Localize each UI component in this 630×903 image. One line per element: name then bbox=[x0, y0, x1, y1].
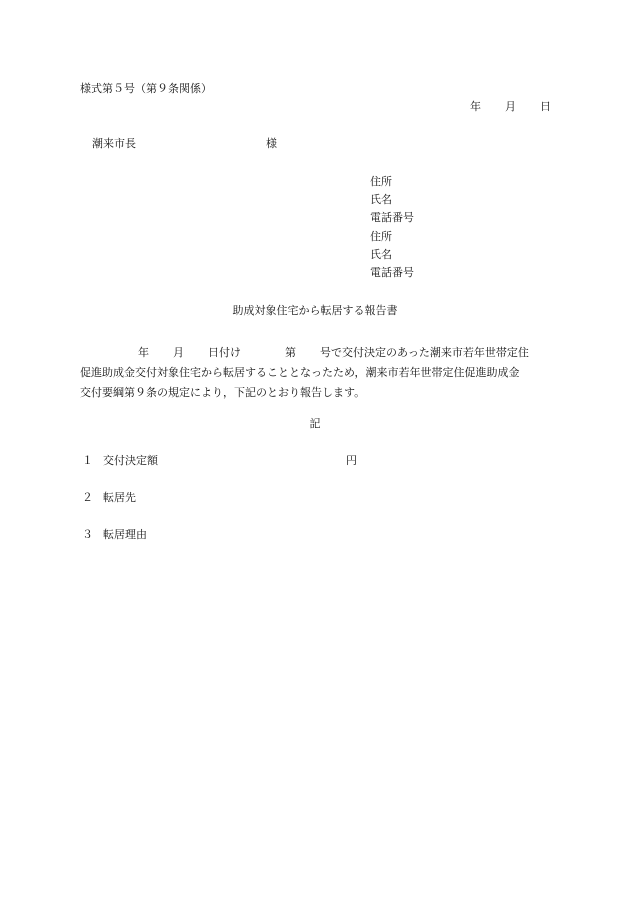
body-line-3: 交付要綱第９条の規定により，下記のとおり報告します。 bbox=[80, 386, 366, 399]
applicant-name-label: 氏名 bbox=[370, 193, 392, 206]
item-1-unit: 円 bbox=[346, 454, 357, 467]
addressee-honorific: 様 bbox=[266, 137, 277, 150]
body-line-1 bbox=[80, 343, 580, 363]
applicant-phone-label-2: 電話番号 bbox=[370, 266, 414, 279]
addressee-name: 潮来市長 bbox=[92, 137, 136, 150]
date-line bbox=[470, 101, 551, 112]
ki-heading: 記 bbox=[309, 417, 321, 430]
item-2-label: 転居先 bbox=[103, 491, 136, 504]
form-number: 様式第５号（第９条関係） bbox=[80, 82, 212, 95]
report-body bbox=[80, 343, 580, 403]
item-1 bbox=[82, 455, 158, 466]
applicant-address-label: 住所 bbox=[370, 175, 392, 188]
date-day: 日 bbox=[540, 100, 551, 113]
document-title: 助成対象住宅から転居する報告書 bbox=[232, 304, 398, 317]
applicant-address-label-2: 住所 bbox=[370, 230, 392, 243]
date-month: 月 bbox=[505, 100, 516, 113]
body-dai: 第 bbox=[285, 346, 296, 359]
body-month: 月 bbox=[173, 346, 184, 359]
body-day: 日付け bbox=[208, 346, 241, 359]
body-line-2: 促進助成金交付対象住宅から転居することとなったため，潮来市若年世帯定住促進助成金 bbox=[80, 366, 520, 379]
body-line-1-rest: 号で交付決定のあった潮来市若年世帯定住 bbox=[320, 346, 529, 359]
item-1-label: 交付決定額 bbox=[103, 454, 158, 467]
item-2-number: ２ bbox=[82, 491, 93, 504]
item-3-number: ３ bbox=[82, 528, 93, 541]
item-3 bbox=[82, 529, 147, 540]
applicant-name-label-2: 氏名 bbox=[370, 248, 392, 261]
date-year: 年 bbox=[470, 100, 481, 113]
item-2 bbox=[82, 492, 136, 503]
item-1-number: １ bbox=[82, 454, 93, 467]
applicant-phone-label: 電話番号 bbox=[370, 211, 414, 224]
item-3-label: 転居理由 bbox=[103, 528, 147, 541]
body-year: 年 bbox=[138, 346, 149, 359]
